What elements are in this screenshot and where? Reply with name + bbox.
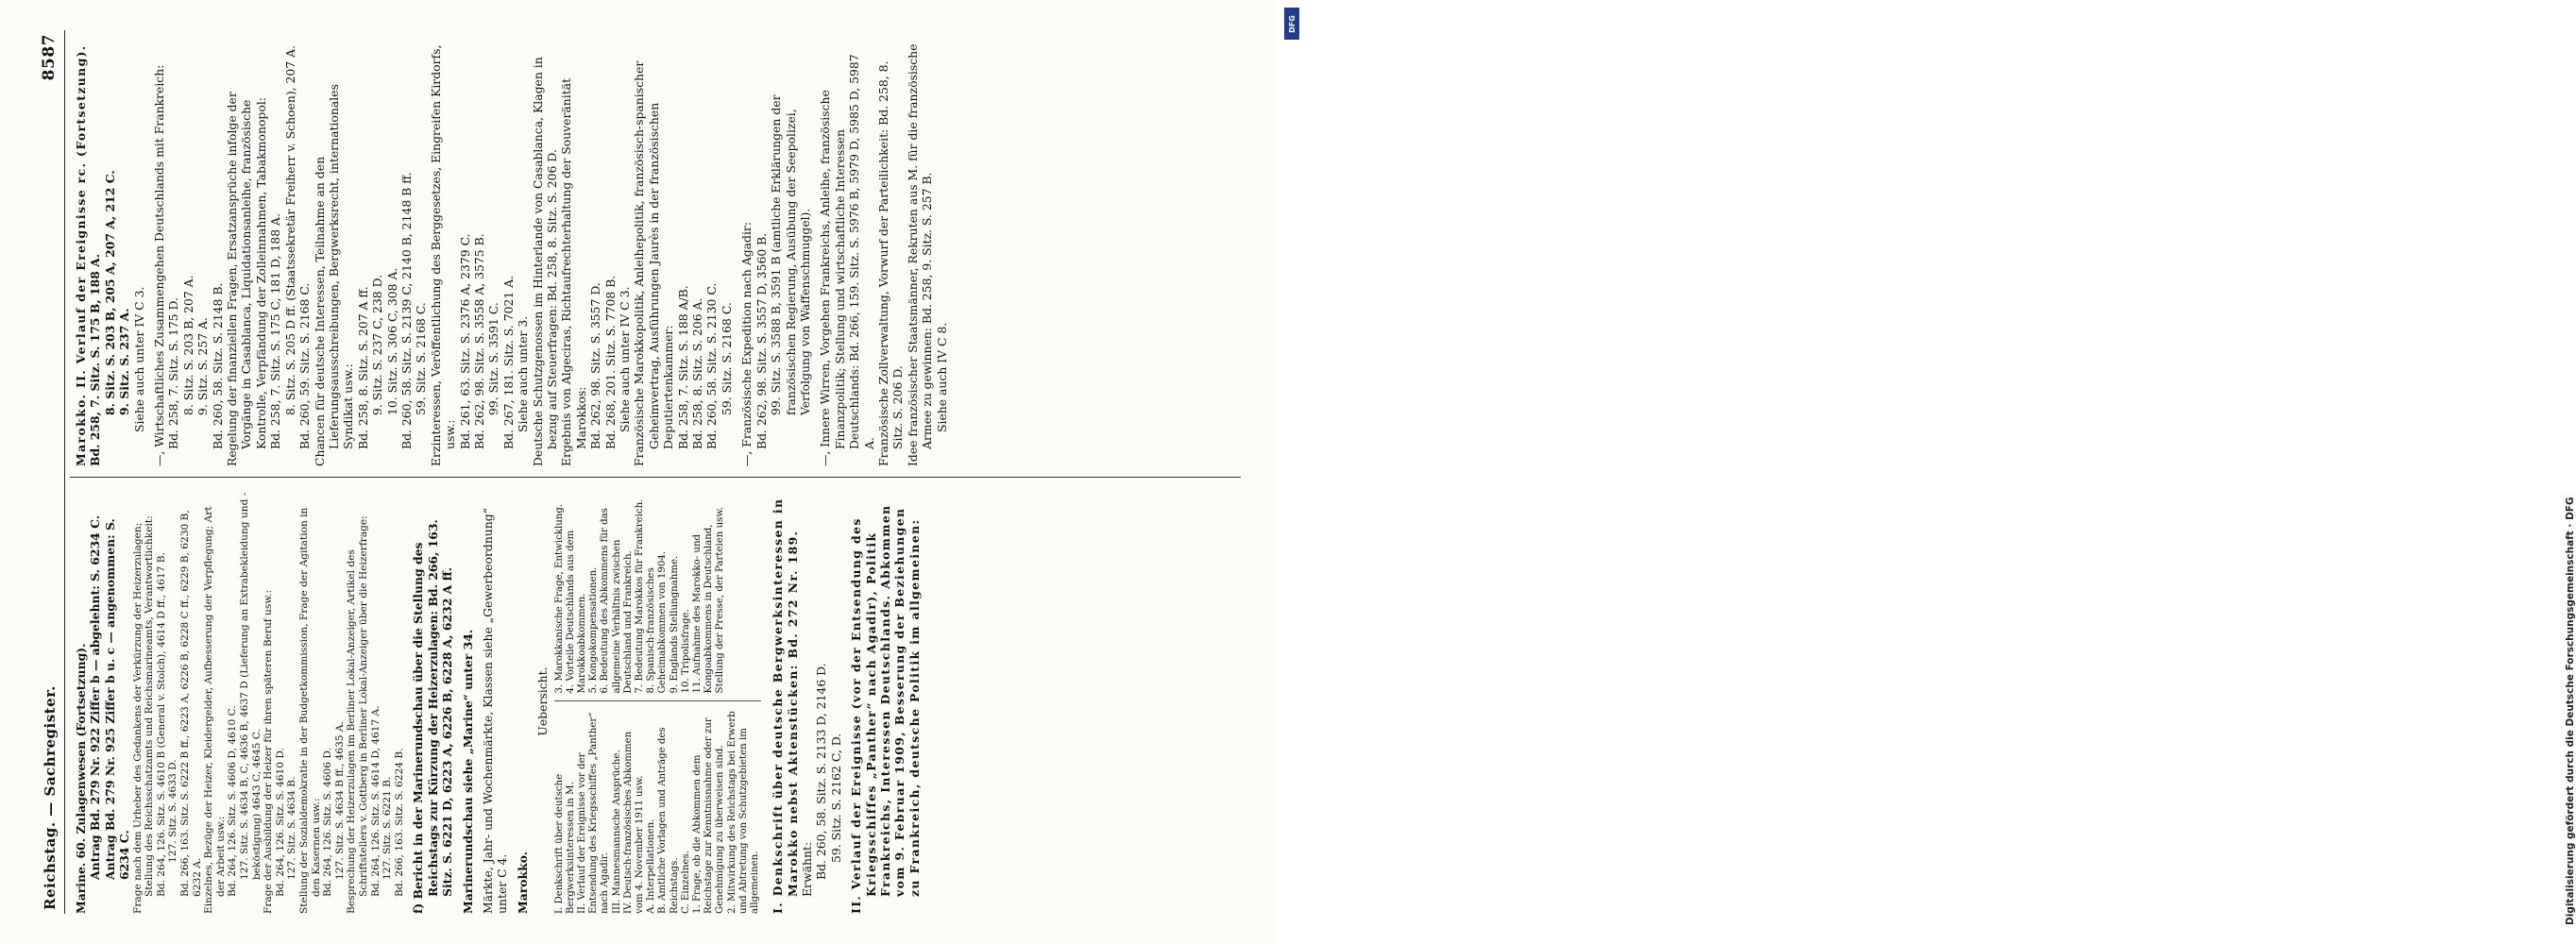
index-entry: 10. Sitz. S. 306 C, 308 A. — [384, 267, 399, 415]
index-entry: Bd. 260, 59. Sitz. S. 2168 C. — [297, 282, 313, 449]
index-entry: Bd. 267, 181. Sitz. S. 7021 A. — [500, 275, 516, 449]
index-entry: Bd. 262, 98. Sitz. S. 3557 D. — [588, 282, 603, 449]
index-entry: —, Französische Expedition nach Agadir: — [739, 221, 754, 466]
index-entry: Deutsche Schutzgenossen im Hinterlande von Casablanca, Klagen in bezug auf Steuerfragen: Bd. 258, 8. Sitz. S. 206 D. — [530, 57, 559, 466]
index-entry: I. Denkschrift über deutsche Bergwerksinteressen in Marokko nebst Aktenstücken: Bd. 272 Nr. 189. — [771, 497, 800, 914]
index-entry: Erzinteressen, Veröffentlichung des Berggesetzes, Eingreifen Kirdorfs, usw.: — [428, 44, 458, 466]
right-column — [74, 42, 949, 466]
index-entry: Bd. 258, 7. Sitz. S. 175 C, 181 D, 188 A. — [268, 213, 283, 449]
index-entry: Bd. 264, 126. Sitz. S. 4614 D, 4617 A. — [369, 705, 381, 897]
index-entry: Antrag Bd. 279 Nr. 922 Ziffer b — abgelehnt: S. 6234 C. — [88, 514, 103, 880]
index-entry: Bd. 260, 58. Sitz. S. 2139 C, 2140 B, 2148 B ff. — [398, 172, 414, 449]
overview-item: 1. Frage, ob die Abkommen dem Reichstage zur Kenntnisnahme oder zur Genehmigung zu überweisen sind. — [691, 717, 726, 914]
index-entry: 9. Sitz. S. 237 A. — [117, 308, 132, 415]
index-entry: Bd. 258, 7. Sitz. S. 188 A/B. — [675, 285, 690, 449]
overview-item: A. Interpellationen. — [646, 818, 657, 914]
index-entry: Siehe auch unter 3. — [516, 315, 531, 432]
index-entry: Siehe auch unter IV C 3. — [618, 286, 633, 432]
index-entry: Bd. 262, 98. Sitz. S. 3557 D, 3560 B. — [754, 232, 769, 449]
index-entry: Bd. 261, 63. Sitz. S. 2376 A, 2379 C. — [457, 233, 472, 449]
dfg-logo-text: DFG — [1287, 14, 1296, 33]
overview-item: I. Denkschrift über deutsche Bergwerksinteressen in M. — [553, 773, 576, 914]
index-entry: Chancen für deutsche Interessen, Teilnahme an den Lieferungsausschreibungen, Bergwerksrecht, internationales Syndikat usw.: — [312, 84, 356, 466]
index-entry: Bd. 264, 126. Sitz. S. 4606 D, 4610 C. — [227, 705, 239, 897]
index-entry: Ergebnis von Algeciras, Richtaufrechterhaltung der Souveränität Marokkos: — [559, 77, 588, 466]
index-entry: 99. Sitz. S. 3591 C. — [486, 302, 501, 415]
overview-item: 10. Tripolisfrage. — [680, 609, 691, 694]
index-entry: Bd. 258, 8. Sitz. S. 206 A. — [690, 297, 705, 449]
index-entry: Bd. 264, 126. Sitz. S. 4610 B (General v. Stolch), 4614 D ff., 4617 B. — [155, 552, 167, 897]
rotated-register-page — [36, 30, 1254, 914]
index-entry: 8. Sitz. S. 205 D ff. (Staatssekretär Freiherr v. Schoen), 207 A. — [282, 44, 297, 415]
index-entry: Bd. 260, 58. Sitz. S. 2133 D, 2146 D. — [814, 663, 829, 880]
index-entry: Bd. 268, 201. Sitz. S. 7708 B. — [602, 275, 618, 449]
index-entry: Erwähnt: — [800, 841, 814, 897]
index-entry: Französische Zollverwaltung, Vorwurf der Parteilichkeit: Bd. 258, 8. Sitz. S. 206 D. — [875, 60, 906, 466]
overview-item: 6. Bedeutung des Abkommens für das allgemeine Verhältnis zwischen Deutschland und Frankreich. — [600, 508, 634, 694]
index-entry: 59. Sitz. S. 2168 C. — [719, 302, 734, 415]
overview-item: IV. Deutsch-französisches Abkommen vom 4. November 1911 usw. — [622, 731, 645, 914]
index-entry: 9. Sitz. S. 257 A. — [195, 317, 211, 415]
overview-item: 8. Spanisch-französisches Geheimabkommen von 1904. — [646, 550, 669, 694]
index-entry: 59. Sitz. S. 2168 C. — [414, 302, 429, 415]
overview-item: C. Einzelnes. — [680, 851, 691, 914]
index-entry: —, Wirtschaftliches Zusammengehen Deutschlands mit Frankreich: — [152, 64, 167, 466]
index-entry: Einzelnes, Bezüge der Heizer, Kleidergelder, Aufbesserung der Verpflegung; Art der Arbeit usw.: — [203, 506, 227, 914]
overview-item: II. Verlauf der Ereignisse vor der Entsendung des Kriegsschiffes „Panther“ nach Agadir. — [576, 712, 611, 914]
index-entry: Bd. 262, 98. Sitz. S. 3558 A, 3575 B. — [471, 233, 486, 449]
index-entry: Bd. 266, 163. Sitz. S. 6222 B ff., 6223 A, 6226 B, 6228 C ff., 6229 B, 6230 B, 6232 A. — [179, 510, 203, 897]
column-divider — [70, 477, 1241, 478]
overview-item: 2. Mitwirkung des Reichstags bei Erwerb und Abtretung von Schutzgebieten im allgemeinen. — [726, 711, 760, 914]
page-number: 8587 — [40, 34, 59, 81]
overview-item: 3. Marokkanische Frage, Entwicklung. — [553, 503, 565, 694]
index-entry: 127. Sitz. S. 4633 D. — [167, 759, 179, 863]
index-entry: Bd. 258, 7. Sitz. S. 175 B, 188 A. — [88, 253, 103, 466]
digitization-note: Digitalisierung gefördert durch die Deutsche Forschungsgemeinschaft · DFG — [2565, 497, 2576, 925]
overview-column-right — [554, 489, 762, 694]
index-entry: Antrag Bd. 279 Nr. 925 Ziffer b u. c — angenommen: S. 6234 C. — [102, 518, 132, 880]
index-entry: Frage nach dem Urheber des Gedankens der Verkürzung der Heizerzulagen; Stellung des Reichsschatzamts und Reichsmarineamts, Verantwortlichkeit: — [131, 515, 156, 914]
index-entry: 127. Sitz. S. 6221 B. — [381, 776, 394, 880]
index-entry: Bd. 258, 7. Sitz. S. 175 D. — [166, 297, 181, 449]
index-entry: Marokko. II. Verlauf der Ereignisse rc. (Fortsetzung). — [74, 44, 88, 466]
index-entry: Bd. 264, 126. Sitz. S. 4610 D. — [274, 748, 286, 897]
index-entry: Stellung der Sozialdemokratie in der Budgetkommission, Frage der Agitation in den Kasernen usw.: — [297, 507, 322, 914]
index-entry: Siehe auch IV C 8. — [934, 322, 949, 432]
overview-item: 5. Kongokompensationen. — [588, 566, 600, 694]
overview-item: 4. Vorteile Deutschlands aus dem Marokkoabkommen. — [565, 530, 587, 694]
index-entry: Besprechung der Heizerzulagen im Berliner Lokal-Anzeiger, Artikel des Schriftstellers v. Gottberg in Berliner Lokal-Anzeiger über die Heizerfrage: — [346, 515, 369, 914]
index-entry: 59. Sitz. S. 2162 C, D. — [828, 733, 843, 863]
index-entry: Bd. 266, 163. Sitz. S. 6224 B. — [393, 748, 405, 897]
index-entry: Bd. 260, 58. Sitz. S. 2148 B. — [210, 282, 225, 449]
index-entry: f) Bericht in der Marinerundschau über die Stellung des Reichstags zur Kürzung der Heizerzulagen: Bd. 266, 163. Sitz. S. 6221 D, 6223 A, 6226 B, 6228 A, 6232 A ff. — [411, 519, 455, 914]
left-column — [74, 489, 922, 914]
index-entry: Idee französischer Staatsmänner, Rekruten aus M. für die französische Armee zu gewinnen: Bd. 258, 9. Sitz. S. 257 B. — [905, 43, 935, 466]
index-entry: 127. Sitz. S. 4634 B ff., 4635 A. — [333, 721, 346, 880]
index-entry: 127. Sitz. S. 4634 B. — [286, 776, 298, 880]
index-entry: Bd. 260, 58. Sitz. S. 2130 C. — [704, 282, 720, 449]
overview-item: B. Amtliche Vorlagen und Anträge des Reichstags. — [657, 727, 680, 914]
overview-item: 11. Aufnahme des Marokko- und Kongoabkommens in Deutschland, Stellung der Presse, der Parteien usw. — [691, 506, 726, 694]
overview-item: III. Mannesmannsche Ansprüche. — [611, 750, 622, 914]
running-head: Reichstag. — Sachregister. — [42, 685, 59, 910]
overview-list — [554, 489, 762, 914]
overview-item: 9. Englands Stellungnahme. — [669, 555, 680, 694]
header-rule — [64, 30, 65, 914]
overview-column-left — [554, 710, 762, 915]
index-entry: Märkte, Jahr- und Wochenmärkte, Klassen siehe „Gewerbeordnung“ unter C 4. — [480, 507, 510, 914]
overview-divider — [554, 701, 762, 702]
dfg-logo — [1284, 8, 1299, 40]
index-entry: Marinerundschau siehe „Marine“ unter 34. — [460, 629, 475, 914]
index-entry: 8. Sitz. S. 203 B, 205 A, 207 A, 212 C. — [102, 170, 117, 415]
index-entry: 9. Sitz. S. 237 C, 238 D. — [370, 274, 385, 415]
index-entry: 99. Sitz. S. 3588 B, 3591 B (amtliche Erklärungen der französischen Regierung, Ausübung der Seepolizei, Verfolgung von Waffenschmuggel). — [769, 94, 812, 415]
index-entry: Siehe auch unter IV C 3. — [131, 286, 146, 432]
overview-item: 7. Bedeutung Marokkos für Frankreich. — [634, 498, 645, 694]
index-entry: Uebersicht. — [535, 666, 551, 736]
index-entry: —, Innere Wirren, Vorgehen Frankreichs, Anleihe, französische Finanzpolitik; Stellung und wirtschaftliche Interessen Deutschlands: Bd. 266, 159. Sitz. S. 5976 B, 5979 D, 5985 D, 5987 A. — [818, 54, 876, 466]
index-entry: Regelung der finanziellen Fragen, Ersatzansprüche infolge der Vorgänge in Casablanca, Liquidationsanleihe, französische Kontrolle, Verpfändung der Zolleinnahmen, Tabakmonopol: — [225, 92, 268, 466]
index-entry: 8. Sitz. S. 203 B, 207 A. — [180, 275, 195, 415]
index-entry: II. Verlauf der Ereignisse (vor der Entsendung des Kriegsschiffes „Panther“ nach Agadir), Politik Frankreichs, Interessen Deutschlands. Abkommen vom 9. Februar 1909, Besserung der Beziehungen zu Frankreich, deutsche Politik im allgemeinen: — [849, 504, 922, 914]
index-entry: Frage der Ausbildung der Heizer für ihren späteren Beruf usw.: — [263, 589, 275, 914]
index-entry: Französische Marokkopolitik, Anleihepolitik, französisch-spanischer Geheimvertrag, Ausführungen Jaurès in der französischen Deputiertenkammer: — [632, 60, 676, 466]
index-entry: 127. Sitz. S. 4634 B, C, 4636 B, 4637 D (Lieferung an Extrabekleidung und -beköstigung) 4643 C, 4645 C. — [238, 492, 263, 880]
index-entry: Bd. 264, 126. Sitz. S. 4606 D. — [322, 748, 334, 897]
index-entry: Bd. 258, 8. Sitz. S. 207 A ff. — [355, 286, 370, 449]
index-entry: Marokko. — [515, 851, 530, 914]
page-header — [36, 30, 64, 914]
section-heading: Marine. 60. Zulagenwesen (Fortsetzung). — [74, 643, 88, 914]
